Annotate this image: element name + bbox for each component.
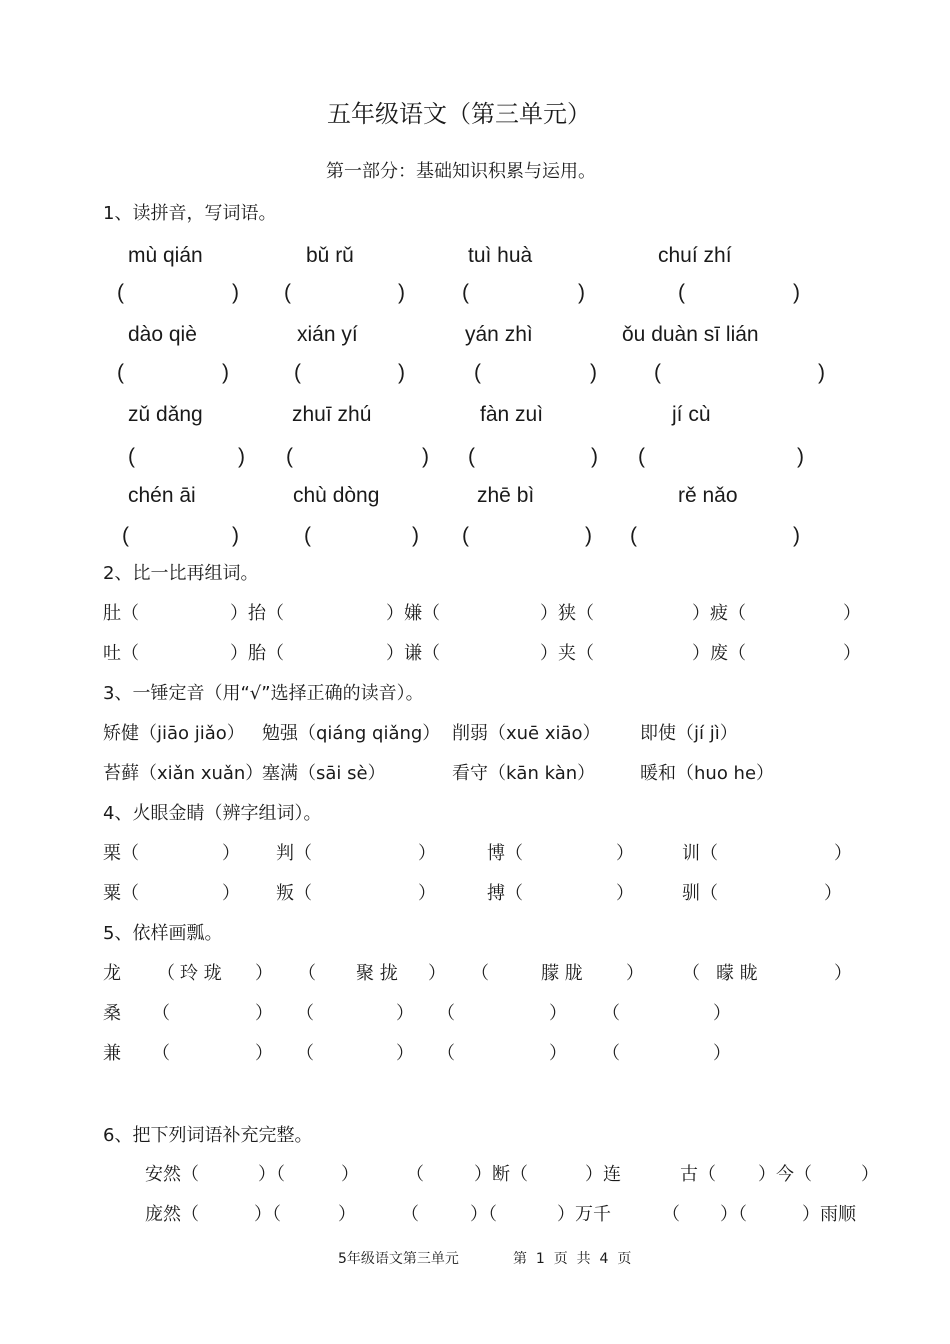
q2-cell: ） bbox=[843, 603, 861, 624]
paren-close: ） bbox=[713, 1043, 731, 1064]
q4-cell: ） bbox=[418, 843, 436, 864]
q6-heading: 6、把下列词语补充完整。 bbox=[103, 1125, 313, 1146]
pinyin-item: zhuī zhú bbox=[292, 403, 372, 426]
answer-paren-open: ( bbox=[638, 445, 645, 468]
paren-open: （ bbox=[437, 1043, 455, 1064]
q4-cell: ） bbox=[418, 883, 436, 904]
q6-cell: （ bbox=[401, 1204, 419, 1225]
answer-paren-close: ) bbox=[398, 281, 405, 304]
q4-cell: ） bbox=[616, 883, 634, 904]
q6-cell: ）断（ bbox=[474, 1164, 528, 1185]
q2-cell: ）抬（ bbox=[230, 603, 284, 624]
q4-cell: 栗（ bbox=[103, 843, 139, 864]
q4-cell: 叛（ bbox=[276, 883, 312, 904]
pinyin-item: zhē bì bbox=[477, 484, 535, 507]
q3-item: 苔藓（xiǎn xuǎn） bbox=[103, 763, 264, 784]
q4-cell: ） bbox=[834, 843, 852, 864]
paren-close: ） bbox=[549, 1043, 567, 1064]
q3-heading: 3、一锤定音（用“√”选择正确的读音）。 bbox=[103, 683, 424, 704]
q2-cell: ）废（ bbox=[692, 643, 746, 664]
pinyin-item: yán zhì bbox=[465, 323, 533, 346]
footer-title: 5年级语文第三单元 bbox=[338, 1251, 459, 1267]
answer-paren-open: ( bbox=[128, 445, 135, 468]
q6-cell: ）雨顺 bbox=[802, 1204, 856, 1225]
q2-cell: ）嫌（ bbox=[386, 603, 440, 624]
q5-example-word: 玲 珑 bbox=[180, 963, 222, 984]
paren-close: ） bbox=[396, 1003, 414, 1024]
q4-cell: ） bbox=[222, 883, 240, 904]
q2-cell: ）疲（ bbox=[692, 603, 746, 624]
paren-close: ） bbox=[396, 1043, 414, 1064]
q4-cell: 驯（ bbox=[682, 883, 718, 904]
q4-cell: 训（ bbox=[682, 843, 718, 864]
q3-item: 削弱（xuē xiāo） bbox=[452, 723, 601, 744]
paren-open: （ bbox=[157, 963, 175, 984]
q4-cell: 判（ bbox=[276, 843, 312, 864]
q5-heading: 5、依样画瓢。 bbox=[103, 923, 223, 944]
paren-open: （ bbox=[152, 1003, 170, 1024]
q2-heading: 2、比一比再组词。 bbox=[103, 563, 259, 584]
answer-paren-open: ( bbox=[462, 524, 469, 547]
answer-paren-close: ) bbox=[585, 524, 592, 547]
pinyin-item: xián yí bbox=[297, 323, 358, 346]
paren-close: ） bbox=[255, 963, 273, 984]
answer-paren-close: ) bbox=[590, 361, 597, 384]
q3-item: 即使（jí jì） bbox=[640, 723, 738, 744]
answer-paren-open: ( bbox=[462, 281, 469, 304]
q1-heading: 1、读拼音，写词语。 bbox=[103, 203, 277, 224]
q6-cell: （ bbox=[662, 1204, 680, 1225]
pinyin-item: bǔ rǔ bbox=[306, 244, 354, 267]
pinyin-item: chén āi bbox=[128, 484, 196, 507]
answer-paren-open: ( bbox=[654, 361, 661, 384]
q4-cell: ） bbox=[824, 883, 842, 904]
q6-cell: （ bbox=[406, 1164, 424, 1185]
answer-paren-open: ( bbox=[630, 524, 637, 547]
paren-close: ） bbox=[255, 1043, 273, 1064]
pinyin-item: rě nǎo bbox=[678, 484, 738, 507]
q6-cell: 安然（ bbox=[145, 1164, 199, 1185]
paren-open: （ bbox=[602, 1003, 620, 1024]
q4-cell: 博（ bbox=[487, 843, 523, 864]
q6-cell: 古（ bbox=[680, 1164, 716, 1185]
paren-open: （ bbox=[437, 1003, 455, 1024]
answer-paren-close: ) bbox=[793, 281, 800, 304]
q5-example-char: 龙 bbox=[103, 963, 121, 984]
paren-close: ） bbox=[428, 963, 446, 984]
answer-paren-close: ) bbox=[793, 524, 800, 547]
paren-close: ） bbox=[255, 1003, 273, 1024]
answer-paren-open: ( bbox=[678, 281, 685, 304]
q6-cell: ）（ bbox=[254, 1204, 281, 1225]
q2-cell: 肚（ bbox=[103, 603, 139, 624]
page-number: 第 1 页 共 4 页 bbox=[513, 1251, 632, 1267]
q2-cell: ）夹（ bbox=[540, 643, 594, 664]
q4-cell: ） bbox=[616, 843, 634, 864]
answer-paren-open: ( bbox=[117, 281, 124, 304]
answer-paren-close: ) bbox=[232, 524, 239, 547]
answer-paren-close: ) bbox=[222, 361, 229, 384]
paren-open: （ bbox=[471, 963, 489, 984]
answer-paren-open: ( bbox=[474, 361, 481, 384]
q6-cell: 庞然（ bbox=[145, 1204, 199, 1225]
answer-paren-close: ) bbox=[578, 281, 585, 304]
answer-paren-close: ) bbox=[232, 281, 239, 304]
answer-paren-open: ( bbox=[294, 361, 301, 384]
paren-open: （ bbox=[602, 1043, 620, 1064]
q5-example-word: 朦 胧 bbox=[541, 963, 583, 984]
q4-heading: 4、火眼金睛（辨字组词）。 bbox=[103, 803, 322, 824]
q6-cell: ） bbox=[861, 1164, 879, 1185]
q6-cell: ）（ bbox=[470, 1204, 497, 1225]
paren-open: （ bbox=[152, 1043, 170, 1064]
answer-paren-open: ( bbox=[468, 445, 475, 468]
answer-paren-close: ) bbox=[797, 445, 804, 468]
answer-paren-close: ) bbox=[591, 445, 598, 468]
answer-paren-open: ( bbox=[304, 524, 311, 547]
q6-cell: ）连 bbox=[585, 1164, 621, 1185]
pinyin-item: dào qiè bbox=[128, 323, 197, 346]
q6-cell: ）万千 bbox=[557, 1204, 611, 1225]
q4-cell: ） bbox=[222, 843, 240, 864]
answer-paren-close: ) bbox=[818, 361, 825, 384]
q2-cell: ）胎（ bbox=[230, 643, 284, 664]
answer-paren-open: ( bbox=[284, 281, 291, 304]
pinyin-item: tuì huà bbox=[468, 244, 533, 267]
paren-open: （ bbox=[296, 1043, 314, 1064]
q5-example-word: 曚 眬 bbox=[716, 963, 758, 984]
q5-char: 桑 bbox=[103, 1003, 121, 1024]
answer-paren-open: ( bbox=[117, 361, 124, 384]
q6-cell: ） bbox=[338, 1204, 356, 1225]
answer-paren-close: ) bbox=[398, 361, 405, 384]
q4-cell: 搏（ bbox=[487, 883, 523, 904]
q2-cell: ） bbox=[843, 643, 861, 664]
answer-paren-open: ( bbox=[286, 445, 293, 468]
q2-cell: ）狭（ bbox=[540, 603, 594, 624]
pinyin-item: chù dòng bbox=[293, 484, 380, 507]
answer-paren-close: ) bbox=[412, 524, 419, 547]
q6-cell: ）（ bbox=[258, 1164, 285, 1185]
q6-cell: ）（ bbox=[720, 1204, 747, 1225]
q3-item: 矫健（jiāo jiǎo） bbox=[103, 723, 245, 744]
answer-paren-open: ( bbox=[122, 524, 129, 547]
q5-example-word: 聚 拢 bbox=[356, 963, 398, 984]
q6-cell: ）今（ bbox=[758, 1164, 812, 1185]
pinyin-item: chuí zhí bbox=[658, 244, 732, 267]
q6-cell: ） bbox=[341, 1164, 359, 1185]
page-title: 五年级语文（第三单元） bbox=[327, 100, 591, 128]
paren-open: （ bbox=[298, 963, 316, 984]
pinyin-item: jí cù bbox=[672, 403, 711, 426]
q2-cell: 吐（ bbox=[103, 643, 139, 664]
q5-char: 兼 bbox=[103, 1043, 121, 1064]
q4-cell: 粟（ bbox=[103, 883, 139, 904]
paren-open: （ bbox=[682, 963, 700, 984]
pinyin-item: fàn zuì bbox=[480, 403, 544, 426]
paren-close: ） bbox=[834, 963, 852, 984]
q3-item: 塞满（sāi sè） bbox=[262, 763, 386, 784]
pinyin-item: mù qián bbox=[128, 244, 203, 267]
paren-close: ） bbox=[713, 1003, 731, 1024]
paren-close: ） bbox=[549, 1003, 567, 1024]
paren-close: ） bbox=[626, 963, 644, 984]
answer-paren-close: ) bbox=[238, 445, 245, 468]
answer-paren-close: ) bbox=[422, 445, 429, 468]
q2-cell: ）谦（ bbox=[386, 643, 440, 664]
q3-item: 看守（kān kàn） bbox=[452, 763, 596, 784]
pinyin-item: zǔ dǎng bbox=[128, 403, 203, 426]
section-subtitle: 第一部分：基础知识积累与运用。 bbox=[326, 161, 596, 182]
q3-item: 暖和（huo he） bbox=[640, 763, 775, 784]
paren-open: （ bbox=[296, 1003, 314, 1024]
q3-item: 勉强（qiáng qiǎng） bbox=[262, 723, 441, 744]
pinyin-item: ǒu duàn sī lián bbox=[622, 323, 759, 346]
